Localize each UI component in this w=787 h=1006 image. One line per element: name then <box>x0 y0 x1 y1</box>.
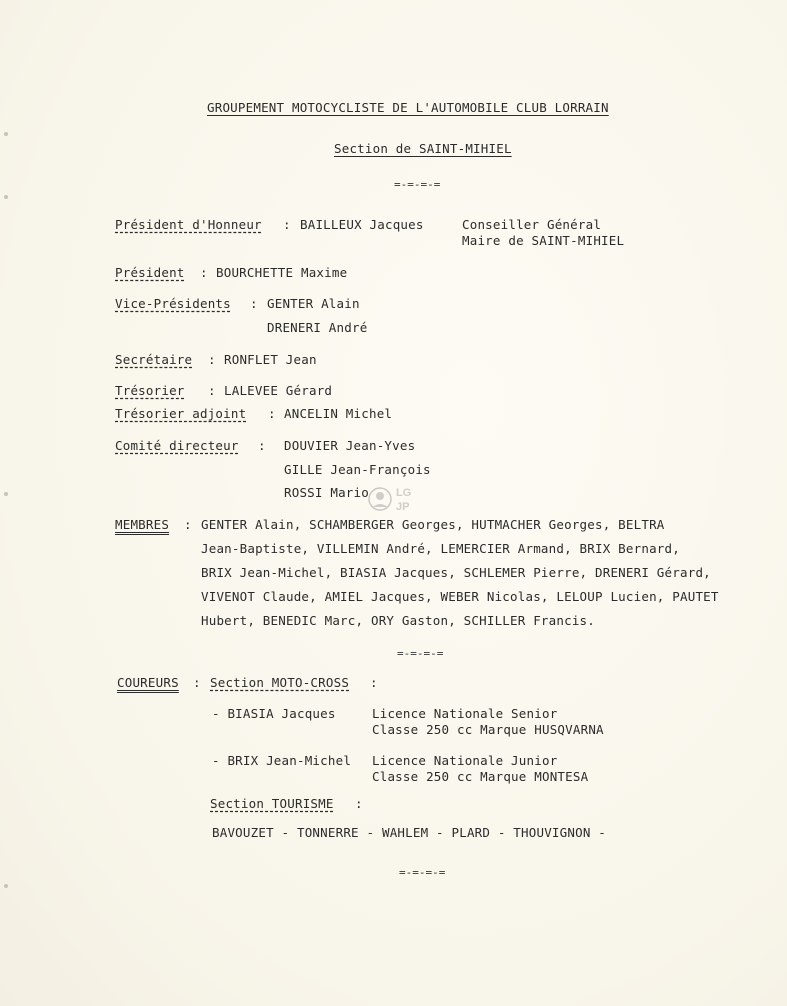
secretaire-name: RONFLET Jean <box>224 352 317 367</box>
separator: =-=-=-= <box>397 647 444 660</box>
president-colon: : <box>200 265 208 280</box>
coureurs-label: COUREURS <box>117 675 179 690</box>
comite-colon: : <box>258 438 266 453</box>
motocross-colon: : <box>370 675 378 690</box>
punch-hole-mark <box>4 884 8 888</box>
vice-name-1: GENTER Alain <box>267 296 360 311</box>
vice-label: Vice-Présidents <box>115 296 231 311</box>
president-name: BOURCHETTE Maxime <box>216 265 348 280</box>
comite-name-3: ROSSI Mario <box>284 485 369 500</box>
tourisme-colon: : <box>355 796 363 811</box>
rider-2-name: - BRIX Jean-Michel <box>212 753 352 768</box>
section-title: Section de SAINT-MIHIEL <box>334 141 512 156</box>
tresorier-adjoint-name: ANCELIN Michel <box>284 406 393 421</box>
svg-text:LG: LG <box>396 487 412 499</box>
rider-1-licence: Licence Nationale Senior <box>372 706 558 721</box>
honneur-title-1: Conseiller Général <box>462 217 602 232</box>
membres-line-2: Jean-Baptiste, VILLEMIN André, LEMERCIER Armand, BRIX Bernard, <box>201 541 680 556</box>
membres-line-3: BRIX Jean-Michel, BIASIA Jacques, SCHLEMER Pierre, DRENERI Gérard, <box>201 565 711 580</box>
tresorier-name: LALEVEE Gérard <box>224 383 333 398</box>
comite-name-2: GILLE Jean-François <box>284 462 431 477</box>
coureurs-colon: : <box>193 675 201 690</box>
tourisme-label: Section TOURISME <box>210 796 334 811</box>
rider-1-classe: Classe 250 cc Marque HUSQVARNA <box>372 722 604 737</box>
tresorier-colon: : <box>208 383 216 398</box>
honneur-colon: : <box>283 217 291 232</box>
membres-line-1: GENTER Alain, SCHAMBERGER Georges, HUTMACHER Georges, BELTRA <box>201 517 665 532</box>
motocross-label: Section MOTO-CROSS <box>210 675 350 690</box>
president-label: Président <box>115 265 185 280</box>
punch-hole-mark <box>4 492 8 496</box>
membres-line-5: Hubert, BENEDIC Marc, ORY Gaston, SCHILLER Francis. <box>201 613 596 628</box>
rider-2-licence: Licence Nationale Junior <box>372 753 558 768</box>
tresorier-adjoint-colon: : <box>268 406 276 421</box>
membres-line-4: VIVENOT Claude, AMIEL Jacques, WEBER Nicolas, LELOUP Lucien, PAUTET <box>201 589 719 604</box>
membres-label: MEMBRES <box>115 517 170 532</box>
vice-colon: : <box>250 296 258 311</box>
punch-hole-mark <box>4 132 8 136</box>
tresorier-adjoint-label: Trésorier adjoint <box>115 406 247 421</box>
comite-label: Comité directeur <box>115 438 239 453</box>
secretaire-label: Secrétaire <box>115 352 193 367</box>
tourisme-list: BAVOUZET - TONNERRE - WAHLEM - PLARD - THOUVIGNON - <box>212 825 607 840</box>
comite-name-1: DOUVIER Jean-Yves <box>284 438 416 453</box>
rider-2-classe: Classe 250 cc Marque MONTESA <box>372 769 589 784</box>
honneur-name: BAILLEUX Jacques <box>300 217 424 232</box>
separator: =-=-=-= <box>394 178 441 191</box>
svg-text:JP: JP <box>396 501 410 513</box>
tresorier-label: Trésorier <box>115 383 185 398</box>
document-title: GROUPEMENT MOTOCYCLISTE DE L'AUTOMOBILE CLUB LORRAIN <box>207 100 609 115</box>
secretaire-colon: : <box>208 352 216 367</box>
lgjp-stamp-logo <box>366 482 420 516</box>
honneur-label: Président d'Honneur <box>115 217 262 232</box>
rider-1-name: - BIASIA Jacques <box>212 706 336 721</box>
membres-colon: : <box>184 517 192 532</box>
separator: =-=-=-= <box>399 866 446 879</box>
punch-hole-mark <box>4 195 8 199</box>
vice-name-2: DRENERI André <box>267 320 368 335</box>
honneur-title-2: Maire de SAINT-MIHIEL <box>462 233 625 248</box>
